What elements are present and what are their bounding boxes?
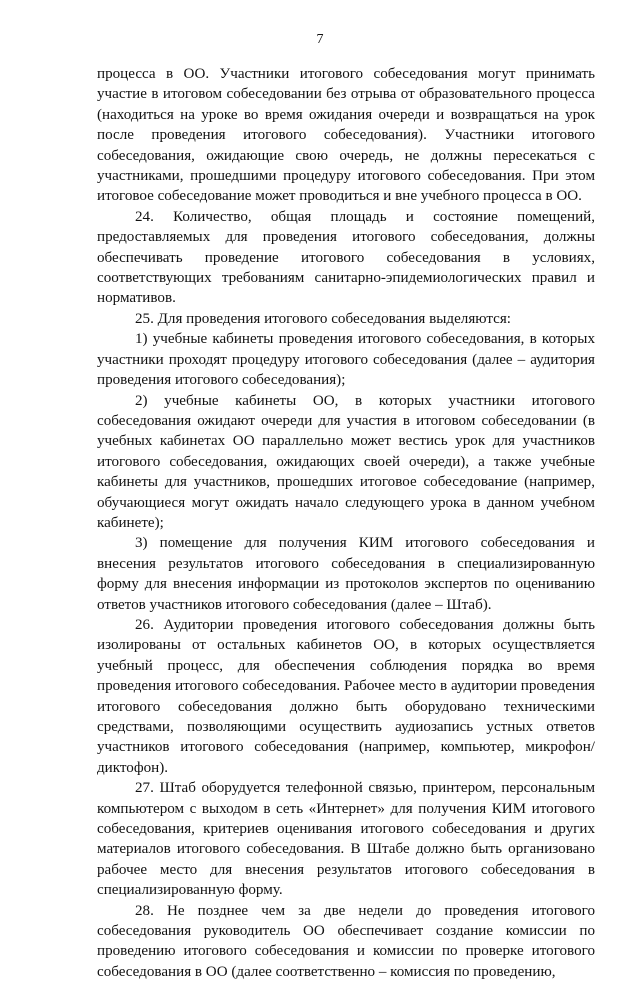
paragraph-continuation: процесса в ОО. Участники итогового собеседования могут принимать участие в итоговом собеседовании без отрыва от образовательного процесса (находиться на уроке во время ожидания очереди и возвращаться на урок после проведения итогового собеседования). Участники итогового собеседования, ожидающие свою очередь, не должны пересекаться с участниками, прошедшими процедуру итогового собеседования. При этом итоговое собеседование может проводиться и вне учебного процесса в ОО. xyxy=(97,66,595,205)
list-item-2: 2) учебные кабинеты ОО, в которых участники итогового собеседования ожидают очереди для участия в итоговом собеседовании (в учебных кабинетах ОО параллельно может вестись урок для участников итогового собеседования, ожидающих своей очереди), а также учебные кабинеты для участников, прошедших итоговое собеседование (например, обучающиеся могут ожидать начало следующего урока в данном учебном кабинете); xyxy=(97,392,595,531)
list-item-1: 1) учебные кабинеты проведения итогового собеседования, в которых участники проходят процедуру итогового собеседования (далее – аудитория проведения итогового собеседования); xyxy=(97,331,595,389)
paragraph-26: 26. Аудитории проведения итогового собеседования должны быть изолированы от остальных кабинетов ОО, в которых осуществляется учебный процесс, для обеспечения соблюдения порядка во время проведения итогового собеседования. Рабочее место в аудитории проведения итогового собеседования должно быть оборудовано техническими средствами, позволяющими осуществить аудиозапись устных ответов участников итогового собеседования (например, компьютер, микрофон/диктофон). xyxy=(97,616,595,776)
paragraph-25: 25. Для проведения итогового собеседования выделяются: xyxy=(135,310,511,327)
page-number: 7 xyxy=(316,32,324,47)
document-body xyxy=(97,64,595,982)
paragraph-28: 28. Не позднее чем за две недели до проведения итогового собеседования руководитель ОО обеспечивает создание комиссии по проведению итогового собеседования и комиссии по проверке итогового собеседования в ОО (далее соответственно – комиссия по проведению, xyxy=(97,902,595,980)
list-item-3: 3) помещение для получения КИМ итогового собеседования и внесения результатов итогового собеседования в специализированную форму для внесения информации из протоколов экспертов по оцениванию ответов участников итогового собеседования (далее – Штаб). xyxy=(97,535,595,613)
paragraph-24: 24. Количество, общая площадь и состояние помещений, предоставляемых для проведения итогового собеседования, должны обеспечивать проведение итогового собеседования в условиях, соответствующих требованиям санитарно-эпидемиологических правил и нормативов. xyxy=(97,208,595,307)
paragraph-27: 27. Штаб оборудуется телефонной связью, принтером, персональным компьютером с выходом в сеть «Интернет» для получения КИМ итогового собеседования, критериев оценивания итогового собеседования и других материалов итогового собеседования. В Штабе должно быть организовано рабочее место для внесения результатов итогового собеседования в специализированную форму. xyxy=(97,780,595,899)
